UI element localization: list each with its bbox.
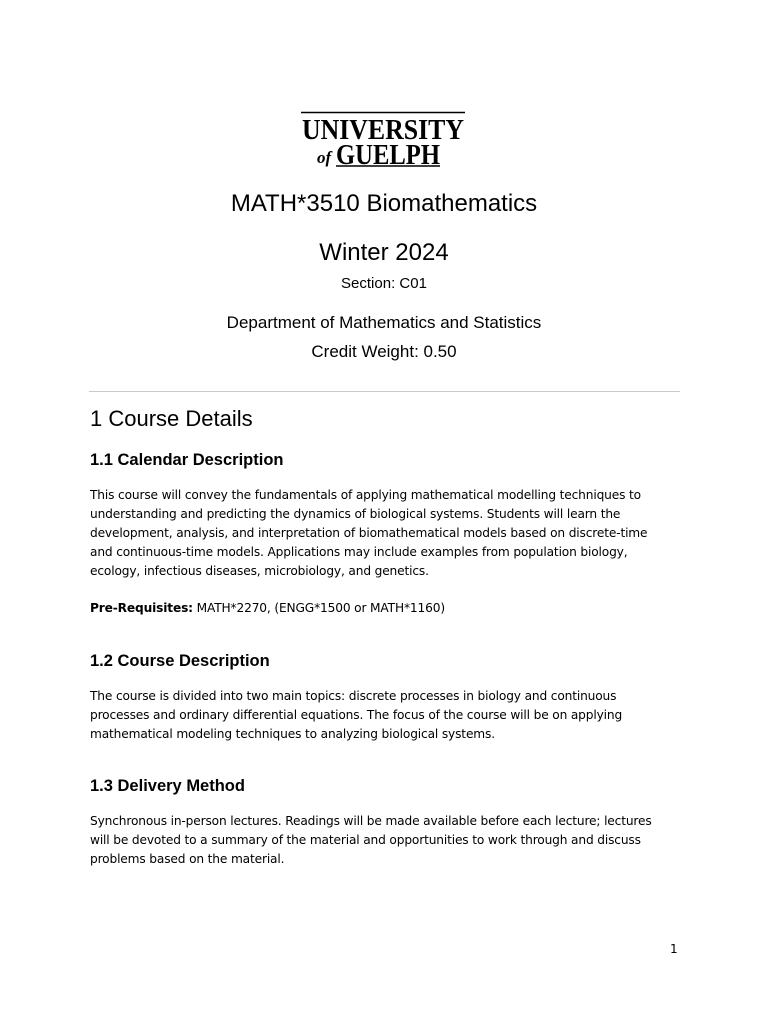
paragraph-line: Synchronous in-person lectures. Readings will be made available before each lecture; lectures xyxy=(90,814,652,828)
university-of-guelph-logo xyxy=(300,111,466,167)
horizontal-divider xyxy=(89,391,680,392)
prerequisites-line xyxy=(90,599,680,618)
svg-text:GUELPH: GUELPH xyxy=(336,139,441,167)
credit-weight: Credit Weight: 0.50 xyxy=(311,342,457,361)
calendar-description-paragraph xyxy=(90,486,680,581)
paragraph-line: mathematical modeling techniques to analyzing biological systems. xyxy=(90,727,495,741)
term: Winter 2024 xyxy=(319,239,449,266)
paragraph-line: This course will convey the fundamentals of applying mathematical modelling techniques to xyxy=(90,488,641,502)
prerequisites-value: MATH*2270, (ENGG*1500 or MATH*1160) xyxy=(192,601,445,615)
paragraph-line: problems based on the material. xyxy=(90,852,285,866)
page-number: 1 xyxy=(670,942,678,956)
subheading-course-description: 1.2 Course Description xyxy=(90,652,270,670)
subheading-delivery-method: 1.3 Delivery Method xyxy=(90,777,245,795)
paragraph-line: will be devoted to a summary of the material and opportunities to work through and discuss xyxy=(90,833,641,847)
course-description-paragraph xyxy=(90,687,680,744)
paragraph-line: The course is divided into two main topics: discrete processes in biology and continuous xyxy=(90,689,617,703)
department-name: Department of Mathematics and Statistics xyxy=(226,313,542,332)
svg-text:UNIVERSITY: UNIVERSITY xyxy=(302,114,465,146)
subheading-calendar-description: 1.1 Calendar Description xyxy=(90,451,284,469)
paragraph-line: processes and ordinary differential equations. The focus of the course will be on applying xyxy=(90,708,623,722)
svg-text:of: of xyxy=(317,148,332,167)
section-heading-course-details: 1 Course Details xyxy=(90,406,253,431)
paragraph-line: development, analysis, and interpretation of biomathematical models based on discrete-time xyxy=(90,526,648,540)
delivery-method-paragraph xyxy=(90,812,680,869)
course-title: MATH*3510 Biomathematics xyxy=(230,190,538,217)
prerequisites xyxy=(90,599,680,618)
paragraph-line: and continuous-time models. Applications may include examples from population biology, xyxy=(90,545,628,559)
section-label: Section: C01 xyxy=(341,275,427,292)
paragraph-line: ecology, infectious diseases, microbiology, and genetics. xyxy=(90,564,429,578)
paragraph-line: understanding and predicting the dynamics of biological systems. Students will learn the xyxy=(90,507,621,521)
prerequisites-label: Pre-Requisites: xyxy=(90,601,193,615)
